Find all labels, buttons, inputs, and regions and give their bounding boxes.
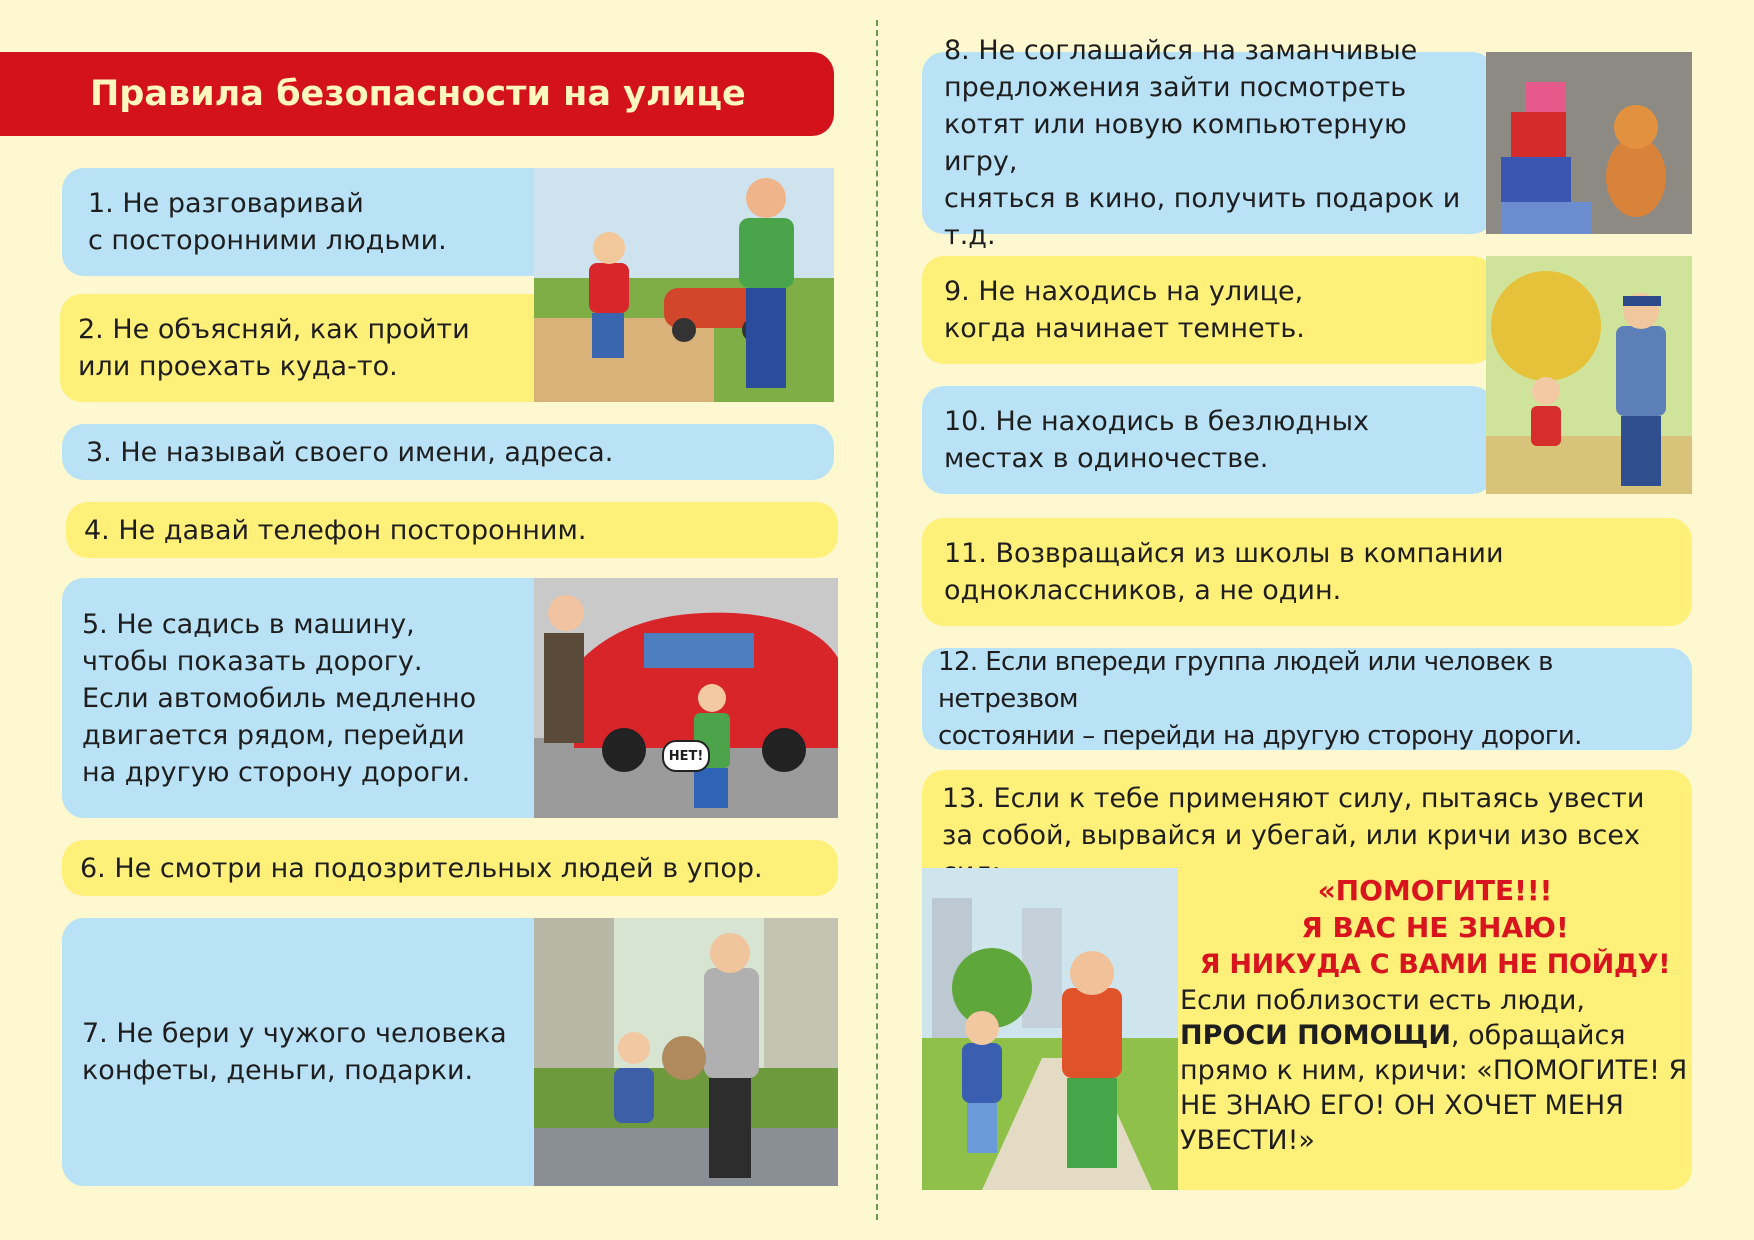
help-text [1180, 983, 1690, 1158]
rule-4-box [66, 502, 838, 558]
rule-1-box [62, 168, 582, 276]
help-text-bold: ПРОСИ ПОМОЩИ [1180, 1020, 1451, 1051]
rule-7-box [62, 918, 582, 1186]
rule-6-text: 6. Не смотри на подозрительных людей в упор. [80, 852, 763, 884]
rule-6-box [62, 840, 838, 896]
rule-9-text: 9. Не находись на улице, когда начинает темнеть. [944, 276, 1305, 344]
rule-11-text: 11. Возвращайся из школы в компании одноклассников, а не один. [944, 538, 1504, 606]
rule-11-box [922, 518, 1692, 626]
illustration-car [534, 578, 838, 818]
help-text-part-2: , обращайся прямо к ним, кричи: «ПОМОГИТЕ! Я НЕ ЗНАЮ ЕГО! ОН ХОЧЕТ МЕНЯ УВЕСТИ!» [1180, 1020, 1688, 1156]
rule-12-box [922, 648, 1692, 750]
page-title: Правила безопасности на улице [0, 52, 834, 136]
rule-1-text: 1. Не разговаривай с посторонними людьми. [88, 188, 447, 256]
rule-8-box [922, 35, 1494, 251]
rule-10-box [922, 386, 1494, 494]
rule-12-text: 12. Если впереди группа людей или человек в нетрезвом состоянии – перейди на другую сторону дороги. [938, 646, 1582, 751]
rule-3-text: 3. Не называй своего имени, адреса. [86, 436, 614, 468]
rule-9-box [922, 256, 1494, 364]
rule-2-box [60, 294, 582, 402]
illustration-stranger-candy [534, 168, 834, 402]
illustration-children-running [922, 868, 1178, 1190]
rule-5-box [62, 578, 582, 818]
rule-5-text: 5. Не садись в машину, чтобы показать дорогу. Если автомобиль медленно двигается рядом, перейди на другую сторону дороги. [82, 608, 477, 788]
illustration-policeman [1486, 256, 1692, 494]
rule-10-text: 10. Не находись в безлюдных местах в одиночестве. [944, 406, 1369, 474]
shout-line-1: «ПОМОГИТЕ!!! [1317, 874, 1553, 907]
help-text-part-1: Если поблизости есть люди, [1180, 985, 1585, 1016]
shout-line-2: Я ВАС НЕ ЗНАЮ! [1301, 911, 1569, 944]
illustration-stranger-gift [534, 918, 838, 1186]
car-refusal-badge: НЕТ! [662, 740, 710, 772]
rule-3-box [62, 424, 834, 480]
rule-4-text: 4. Не давай телефон посторонним. [84, 514, 587, 546]
column-divider [876, 20, 878, 1220]
rule-13-text: 13. Если к тебе применяют силу, пытаясь увести за собой, вырвайся и убегай, или кричи изо всех [942, 783, 1645, 851]
rule-8-text: 8. Не соглашайся на заманчивые предложения зайти посмотреть котят или новую компьютерную игру, сняться в кино, получить подарок и т.д. [944, 35, 1461, 251]
rule-7-text: 7. Не бери у чужого человека конфеты, деньги, подарки. [82, 1018, 507, 1086]
shout-line-3: Я НИКУДА С ВАМИ НЕ ПОЙДУ! [1199, 949, 1671, 980]
rule-2-text: 2. Не объясняй, как пройти или проехать куда-то. [78, 314, 470, 382]
help-instructions [1180, 872, 1690, 1190]
illustration-kitten-gifts [1486, 52, 1692, 234]
